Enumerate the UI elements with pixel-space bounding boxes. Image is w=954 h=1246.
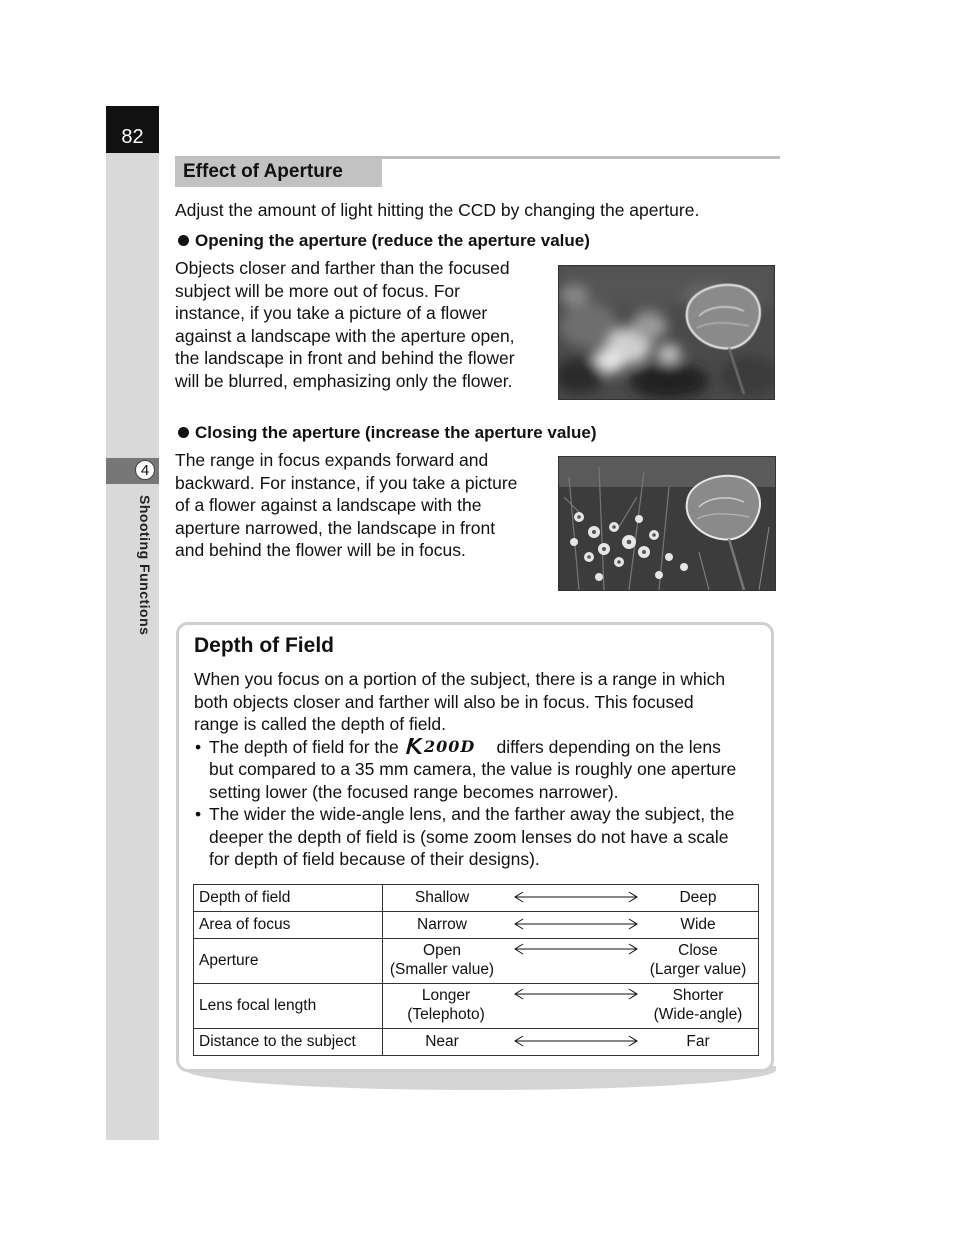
text-line: both objects closer and farther will also be in focus. This focused xyxy=(194,691,694,712)
text-line: subject will be more out of focus. For xyxy=(175,280,460,301)
right-value xyxy=(639,986,757,1024)
page-number-text: 82 xyxy=(121,126,144,148)
value-line: (Telephoto) xyxy=(407,1006,485,1023)
dof-bullet-1-cont xyxy=(209,758,736,803)
left-value xyxy=(383,941,501,979)
row-values xyxy=(383,984,759,1029)
value-line: (Wide-angle) xyxy=(653,1006,743,1023)
paragraph-open xyxy=(175,257,515,392)
chapter-title: Shooting Functions xyxy=(137,495,153,636)
text-line: deeper the depth of field is (some zoom lenses do not have a scale xyxy=(209,826,729,847)
text-line: Objects closer and farther than the focused xyxy=(175,258,510,278)
text-line: The range in focus expands forward and xyxy=(175,450,489,470)
section-heading: Effect of Aperture xyxy=(175,158,382,187)
table-row xyxy=(194,939,759,984)
k200d-logo xyxy=(404,737,492,755)
text-line: but compared to a 35 mm camera, the value is roughly one aperture xyxy=(209,759,737,779)
left-value: Narrow xyxy=(417,916,467,933)
bullet-marker: • xyxy=(195,737,202,757)
text-line: will be blurred, emphasizing only the flower. xyxy=(175,370,513,391)
paragraph-close xyxy=(175,449,517,562)
dof-intro xyxy=(194,668,725,736)
double-arrow-icon xyxy=(513,988,639,1000)
text-line: backward. For instance, if you take a picture xyxy=(175,472,518,493)
table-row xyxy=(194,1029,759,1056)
text-line: and behind the flower will be in focus. xyxy=(175,540,466,560)
text-fragment: differs depending on the lens xyxy=(496,737,721,757)
right-value: Wide xyxy=(680,916,716,933)
photo-aperture-closed xyxy=(558,456,776,591)
value-line: Close xyxy=(678,942,718,959)
left-value xyxy=(383,986,509,1024)
text-line: for depth of field because of their designs). xyxy=(209,849,540,869)
double-arrow-icon xyxy=(513,918,639,930)
bullet-marker: • xyxy=(195,804,202,824)
value-line: Shorter xyxy=(672,987,724,1004)
text-line: of a flower against a landscape with the xyxy=(175,495,482,515)
table-row xyxy=(194,912,759,939)
value-line: Longer xyxy=(421,987,471,1004)
row-values xyxy=(383,912,759,939)
left-value: Shallow xyxy=(414,889,470,906)
right-value xyxy=(639,941,757,979)
section-intro: Adjust the amount of light hitting the CCD by changing the aperture. xyxy=(175,200,700,220)
chapter-number: 4 xyxy=(135,460,155,480)
text-line: When you focus on a portion of the subject, there is a range in which xyxy=(194,669,726,689)
table-row xyxy=(194,885,759,912)
dof-table xyxy=(193,884,759,1056)
bullet-dot-icon xyxy=(178,427,189,438)
text-fragment: The depth of field for the xyxy=(209,737,399,757)
row-label: Distance to the subject xyxy=(194,1029,383,1056)
text-line: the landscape in front and behind the flower xyxy=(175,348,515,368)
bullet-heading-open xyxy=(178,231,590,251)
row-label: Depth of field xyxy=(194,885,383,912)
row-values xyxy=(383,939,759,984)
row-label: Lens focal length xyxy=(194,984,383,1029)
value-line: (Smaller value) xyxy=(389,961,495,978)
bullet-heading-text: Opening the aperture (reduce the aperture value) xyxy=(195,231,590,250)
row-label: Area of focus xyxy=(194,912,383,939)
bullet-dot-icon xyxy=(178,235,189,246)
photo-aperture-open xyxy=(558,265,775,400)
value-line: (Larger value) xyxy=(649,961,747,978)
text-line: The wider the wide-angle lens, and the farther away the subject, the xyxy=(209,804,735,824)
right-value: Deep xyxy=(679,889,717,906)
left-value: Near xyxy=(425,1033,459,1050)
double-arrow-icon xyxy=(513,891,639,903)
text-line: against a landscape with the aperture open, xyxy=(175,325,515,346)
page-number xyxy=(106,106,159,153)
dof-bullet-2 xyxy=(209,803,734,871)
double-arrow-icon xyxy=(513,943,639,955)
right-value: Far xyxy=(686,1033,710,1050)
value-line: Open xyxy=(423,942,461,959)
dof-title: Depth of Field xyxy=(194,634,334,657)
row-label: Aperture xyxy=(194,939,383,984)
text-line: instance, if you take a picture of a flower xyxy=(175,303,488,323)
text-line: aperture narrowed, the landscape in front xyxy=(175,517,496,538)
bullet-heading-text: Closing the aperture (increase the aperture value) xyxy=(195,423,597,442)
double-arrow-icon xyxy=(513,1035,639,1047)
svg-text:200D: 200D xyxy=(423,737,475,755)
text-line: range is called the depth of field. xyxy=(194,714,446,734)
text-line: setting lower (the focused range becomes narrower). xyxy=(209,781,619,802)
row-values xyxy=(383,885,759,912)
bullet-heading-close xyxy=(178,423,597,443)
dof-bullet-1 xyxy=(209,736,721,759)
row-values xyxy=(383,1029,759,1056)
table-row xyxy=(194,984,759,1029)
